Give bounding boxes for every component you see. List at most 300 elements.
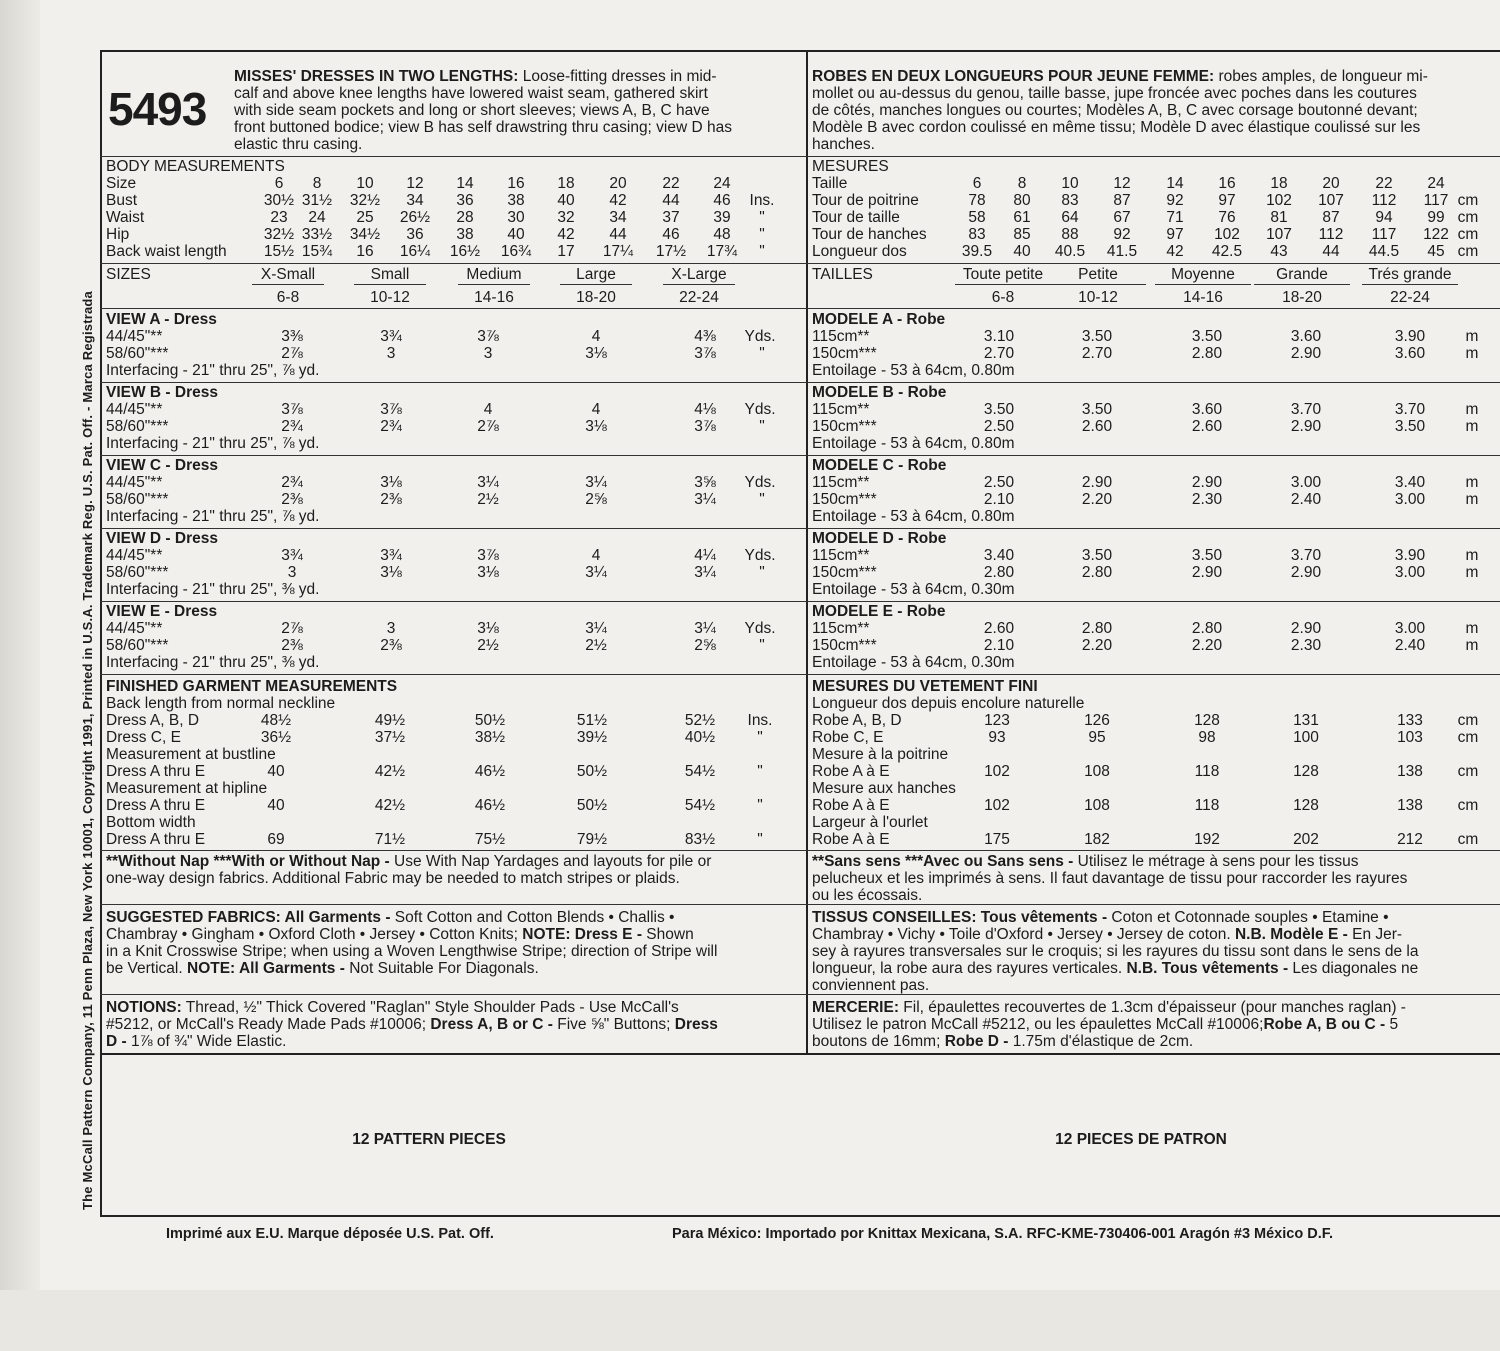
en-body-value: 16 xyxy=(507,175,525,192)
divider xyxy=(100,994,1500,995)
fr-yardage: 3.50 xyxy=(1191,328,1223,345)
en-yardage: 3 xyxy=(483,345,493,362)
envelope-bottom-edge xyxy=(0,1290,1500,1351)
en-body-value: 17¾ xyxy=(706,243,738,260)
en-body-value: 15¾ xyxy=(301,243,333,260)
en-yardage: 2⅜ xyxy=(380,491,402,508)
fr-body-value: 20 xyxy=(1322,175,1340,192)
fr-body-value: 112 xyxy=(1318,226,1344,243)
language-divider xyxy=(806,50,808,1053)
fr-body-label: Taille xyxy=(812,175,848,192)
en-finished-value: 50½ xyxy=(576,797,608,814)
size-underline xyxy=(955,284,1051,285)
en-body-value: 46 xyxy=(662,226,680,243)
en-yardage: 2⅞ xyxy=(281,345,303,362)
en-fabrics-line xyxy=(106,960,539,977)
en-nap-line-part: Use With Nap Yardages and layouts for pile or xyxy=(389,853,712,870)
en-body-value: 12 xyxy=(406,175,424,192)
en-size-name: X-Small xyxy=(260,266,316,283)
fr-finished-value: 138 xyxy=(1397,763,1423,780)
fr-finished-value: 212 xyxy=(1397,831,1423,848)
fr-yardage: 3.00 xyxy=(1394,620,1426,637)
fr-finished-value: 192 xyxy=(1194,831,1220,848)
en-body-value: 16¾ xyxy=(500,243,532,260)
fr-notions-line-part: boutons de 16mm; xyxy=(812,1033,945,1050)
fr-interfacing: Entoilage - 53 à 64cm, 0.30m xyxy=(812,581,1015,598)
fr-notions-line-part: Utilisez le patron McCall #5212, ou les épaulettes McCall #10006; xyxy=(812,1016,1264,1033)
en-body-value: 34½ xyxy=(349,226,381,243)
en-unit: Yds. xyxy=(744,474,776,491)
fr-finished-value: 126 xyxy=(1084,712,1110,729)
en-finished-value: 40 xyxy=(267,797,285,814)
divider xyxy=(100,1053,1500,1055)
fr-interfacing: Entoilage - 53 à 64cm, 0.80m xyxy=(812,435,1015,452)
en-desc-line: front buttoned bodice; view B has self drawstring thru casing; view D has xyxy=(234,119,732,136)
en-body-value: 16 xyxy=(356,243,374,260)
divider xyxy=(100,601,1500,602)
en-yardage: 2⅜ xyxy=(380,637,402,654)
fr-yardage: 3.00 xyxy=(1394,491,1426,508)
fr-finished-value: 98 xyxy=(1198,729,1216,746)
en-body-value: 37 xyxy=(662,209,680,226)
fr-body-value: 112 xyxy=(1371,192,1397,209)
en-yardage: 3⅛ xyxy=(585,345,607,362)
en-size-range: 6-8 xyxy=(276,289,300,306)
en-unit: Yds. xyxy=(744,401,776,418)
divider xyxy=(100,263,1500,264)
en-unit: Yds. xyxy=(744,547,776,564)
en-unit: Ins. xyxy=(747,712,773,729)
fr-yardage: 2.90 xyxy=(1290,418,1322,435)
en-interfacing: Interfacing - 21" thru 25", ⅜ yd. xyxy=(106,581,320,598)
fr-interfacing: Entoilage - 53 à 64cm, 0.80m xyxy=(812,362,1015,379)
fr-finished-value: 128 xyxy=(1293,763,1319,780)
fr-yardage: 3.00 xyxy=(1290,474,1322,491)
fr-size-name: Grande xyxy=(1276,266,1328,283)
en-body-value: 28 xyxy=(456,209,474,226)
fr-body-value: 87 xyxy=(1113,192,1131,209)
fr-finished-value: 108 xyxy=(1084,797,1110,814)
fr-notions-line-part: MERCERIE: xyxy=(812,999,899,1016)
fr-fabrics-line xyxy=(812,960,1418,977)
fr-finished-heading: MESURES DU VETEMENT FINI xyxy=(812,678,1038,695)
en-yardage: 3⅝ xyxy=(694,474,716,491)
en-interfacing: Interfacing - 21" thru 25", ⅜ yd. xyxy=(106,654,320,671)
fr-body-value: 14 xyxy=(1166,175,1184,192)
en-yardage: 3⅛ xyxy=(380,474,402,491)
fr-body-value: 83 xyxy=(968,226,986,243)
en-unit: " xyxy=(759,418,765,435)
en-yardage: 2¾ xyxy=(281,474,303,491)
fr-size-name: Petite xyxy=(1078,266,1118,283)
divider xyxy=(100,455,1500,456)
fr-body-label: Longueur dos xyxy=(812,243,907,260)
fr-yardage: 3.70 xyxy=(1290,547,1322,564)
fr-body-label: Tour de poitrine xyxy=(812,192,919,209)
en-body-value: 46 xyxy=(713,192,731,209)
en-body-value: 42 xyxy=(609,192,627,209)
fr-size-range: 18-20 xyxy=(1282,289,1322,306)
fr-finished-value: 123 xyxy=(984,712,1010,729)
fr-body-value: 88 xyxy=(1061,226,1079,243)
fr-yardage: 2.60 xyxy=(983,620,1015,637)
en-pattern-pieces: 12 PATTERN PIECES xyxy=(352,1131,506,1148)
en-view-width: 58/60"*** xyxy=(106,345,169,362)
fr-body-value: 12 xyxy=(1113,175,1131,192)
fr-finished-value: 131 xyxy=(1293,712,1319,729)
en-yardage: 2⅞ xyxy=(477,418,499,435)
en-finished-label: Measurement at bustline xyxy=(106,746,276,763)
en-interfacing: Interfacing - 21" thru 25", ⅞ yd. xyxy=(106,508,320,525)
fr-notions-line-part: Fil, épaulettes recouvertes de 1.3cm d'épaisseur (pour manches raglan) - xyxy=(898,999,1406,1016)
en-body-value: 17½ xyxy=(655,243,687,260)
en-body-label: Size xyxy=(106,175,137,192)
fr-finished-value: 93 xyxy=(988,729,1006,746)
en-yardage: 3¾ xyxy=(380,547,402,564)
fr-yardage: 2.20 xyxy=(1081,491,1113,508)
en-finished-value: 79½ xyxy=(576,831,608,848)
en-body-heading: BODY MEASUREMENTS xyxy=(106,158,285,175)
fr-view-title: MODELE B - Robe xyxy=(812,384,947,401)
en-body-value: 6 xyxy=(274,175,284,192)
en-view-title: VIEW E - Dress xyxy=(106,603,218,620)
en-size-name: Medium xyxy=(466,266,522,283)
en-body-value: 34 xyxy=(609,209,627,226)
en-body-value: 32 xyxy=(557,209,575,226)
fr-yardage: 3.60 xyxy=(1394,345,1426,362)
en-yardage: 3⅞ xyxy=(694,418,716,435)
en-view-width: 44/45"** xyxy=(106,401,163,418)
fr-finished-value: 202 xyxy=(1293,831,1319,848)
fr-unit: m xyxy=(1465,491,1479,508)
size-underline xyxy=(252,284,324,285)
fr-unit: cm xyxy=(1457,797,1479,814)
en-nap-line-part: **Without Nap ***With or Without Nap - xyxy=(106,853,390,870)
en-body-value: 40 xyxy=(557,192,575,209)
fr-body-value: 40 xyxy=(1013,243,1031,260)
fr-finished-value: 128 xyxy=(1293,797,1319,814)
fr-body-value: 80 xyxy=(1013,192,1031,209)
fr-yardage: 3.70 xyxy=(1394,401,1426,418)
en-yardage: 2⅝ xyxy=(694,637,716,654)
fr-finished-label: Largeur à l'ourlet xyxy=(812,814,928,831)
fr-view-width: 115cm** xyxy=(812,547,870,564)
fr-finished-value: 95 xyxy=(1088,729,1106,746)
en-body-value: 20 xyxy=(609,175,627,192)
fr-pattern-pieces: 12 PIECES DE PATRON xyxy=(1055,1131,1227,1148)
fr-finished-label: Longueur dos depuis encolure naturelle xyxy=(812,695,1085,712)
en-yardage: 2½ xyxy=(477,637,499,654)
fr-view-width: 115cm** xyxy=(812,620,870,637)
fr-yardage: 3.50 xyxy=(1081,547,1113,564)
fr-size-name: Toute petite xyxy=(962,266,1044,283)
fr-body-value: 39.5 xyxy=(961,243,993,260)
en-yardage: 2½ xyxy=(477,491,499,508)
fr-view-width: 115cm** xyxy=(812,328,870,345)
en-body-value: 39 xyxy=(713,209,731,226)
en-body-value: 16½ xyxy=(449,243,481,260)
fr-body-value: 42.5 xyxy=(1211,243,1243,260)
en-yardage: 2½ xyxy=(585,637,607,654)
en-unit: " xyxy=(757,763,763,780)
en-fabrics-line-part: Chambray • Gingham • Oxford Cloth • Jersey • Cotton Knits; xyxy=(106,926,523,943)
en-body-value: 30 xyxy=(507,209,525,226)
en-yardage: 3⅜ xyxy=(281,328,303,345)
en-body-value: 10 xyxy=(356,175,374,192)
fr-fabrics-line: conviennent pas. xyxy=(812,977,930,994)
fr-size-name: Trés grande xyxy=(1368,266,1452,283)
en-body-value: 31½ xyxy=(301,192,333,209)
fr-yardage: 3.90 xyxy=(1394,328,1426,345)
en-view-width: 58/60"*** xyxy=(106,564,169,581)
en-view-width: 44/45"** xyxy=(106,328,163,345)
en-unit: " xyxy=(757,831,763,848)
fr-body-value: 92 xyxy=(1166,192,1184,209)
fr-view-width: 115cm** xyxy=(812,474,870,491)
en-body-value: 15½ xyxy=(263,243,295,260)
fr-size-range: 22-24 xyxy=(1390,289,1430,306)
en-body-value: 23 xyxy=(270,209,288,226)
en-finished-value: 50½ xyxy=(576,763,608,780)
fr-view-width: 150cm*** xyxy=(812,564,877,581)
en-body-label: Waist xyxy=(106,209,145,226)
fr-yardage: 2.90 xyxy=(1290,345,1322,362)
fr-yardage: 2.80 xyxy=(1191,620,1223,637)
fr-desc-line: de côtés, manches longues ou courtes; Modèles A, B, C avec corsage boutonné devant; xyxy=(812,102,1418,119)
fr-yardage: 3.50 xyxy=(983,401,1015,418)
en-desc-line: Loose-fitting dresses in mid- xyxy=(522,68,717,85)
en-yardage: 3⅛ xyxy=(477,564,499,581)
en-unit: " xyxy=(759,345,765,362)
fr-view-width: 150cm*** xyxy=(812,491,877,508)
en-interfacing: Interfacing - 21" thru 25", ⅞ yd. xyxy=(106,435,320,452)
en-yardage: 3⅛ xyxy=(477,620,499,637)
en-view-width: 58/60"*** xyxy=(106,418,169,435)
envelope-fold-shadow xyxy=(0,0,40,1351)
en-fabrics-line-part: Soft Cotton and Cotton Blends • Challis • xyxy=(390,909,675,926)
en-finished-value: 38½ xyxy=(474,729,506,746)
en-fabrics-line-part: be Vertical. xyxy=(106,960,187,977)
fr-yardage: 3.00 xyxy=(1394,564,1426,581)
fr-yardage: 2.50 xyxy=(983,474,1015,491)
fr-yardage: 2.70 xyxy=(983,345,1015,362)
en-body-value: 32½ xyxy=(349,192,381,209)
fr-yardage: 2.90 xyxy=(1081,474,1113,491)
fr-body-unit: cm xyxy=(1457,192,1479,209)
fr-desc-line: hanches. xyxy=(812,136,875,153)
en-body-unit: " xyxy=(759,226,765,243)
en-nap-line xyxy=(106,853,711,870)
en-yardage: 4¼ xyxy=(694,547,716,564)
fr-unit: m xyxy=(1465,328,1479,345)
fr-desc-line: Modèle B avec cordon coulissé en même tissu; Modèle D avec élastique coulissé sur les xyxy=(812,119,1421,136)
en-yardage: 3 xyxy=(386,620,396,637)
en-fabrics-line-part: Shown xyxy=(642,926,694,943)
en-body-value: 8 xyxy=(312,175,322,192)
fr-fabrics-line-part: longueur, la robe aura des rayures verticales. xyxy=(812,960,1127,977)
fr-body-value: 10 xyxy=(1061,175,1079,192)
fr-unit: cm xyxy=(1457,763,1479,780)
en-view-width: 44/45"** xyxy=(106,474,163,491)
en-body-value: 34 xyxy=(406,192,424,209)
fr-yardage: 3.50 xyxy=(1081,401,1113,418)
divider xyxy=(100,674,1500,675)
en-body-value: 18 xyxy=(557,175,575,192)
fr-view-width: 150cm*** xyxy=(812,345,877,362)
footer-right: Para México: Importado por Knittax Mexicana, S.A. RFC-KME-730406-001 Aragón #3 México D.F. xyxy=(672,1226,1334,1242)
en-finished-value: 50½ xyxy=(474,712,506,729)
en-finished-value: 54½ xyxy=(684,797,716,814)
fr-yardage: 2.90 xyxy=(1191,564,1223,581)
fr-body-value: 22 xyxy=(1375,175,1393,192)
en-yardage: 2¾ xyxy=(380,418,402,435)
en-body-value: 48 xyxy=(713,226,731,243)
fr-finished-value: 175 xyxy=(984,831,1010,848)
fr-finished-label: Robe C, E xyxy=(812,729,884,746)
en-finished-value: 40 xyxy=(267,763,285,780)
fr-fabrics-line-part: TISSUS CONSEILLES: Tous vêtements - xyxy=(812,909,1108,926)
en-notions-line-part: #5212, or McCall's Ready Made Pads #10006; xyxy=(106,1016,431,1033)
en-yardage: 3 xyxy=(386,345,396,362)
fr-yardage: 2.90 xyxy=(1191,474,1223,491)
en-yardage: 4 xyxy=(591,401,601,418)
fr-body-value: 44 xyxy=(1322,243,1340,260)
fr-unit: m xyxy=(1465,620,1479,637)
fr-yardage: 3.90 xyxy=(1394,547,1426,564)
fr-body-value: 87 xyxy=(1322,209,1340,226)
en-unit: " xyxy=(757,797,763,814)
fr-yardage: 2.10 xyxy=(983,491,1015,508)
en-body-value: 33½ xyxy=(301,226,333,243)
fr-yardage: 3.40 xyxy=(1394,474,1426,491)
fr-notions-line-part: Robe D - xyxy=(944,1033,1009,1050)
en-unit: " xyxy=(759,637,765,654)
en-body-value: 17 xyxy=(557,243,575,260)
en-yardage: 4⅛ xyxy=(694,401,716,418)
en-yardage: 3¾ xyxy=(281,547,303,564)
en-nap-line: one-way design fabrics. Additional Fabric may be needed to match stripes or plaids. xyxy=(106,870,680,887)
fr-body-value: 78 xyxy=(968,192,986,209)
fr-unit: m xyxy=(1465,547,1479,564)
size-underline xyxy=(1050,284,1146,285)
size-underline xyxy=(663,284,735,285)
en-body-value: 40 xyxy=(507,226,525,243)
fr-finished-label: Robe A à E xyxy=(812,797,890,814)
en-body-value: 24 xyxy=(713,175,731,192)
fr-unit: cm xyxy=(1457,729,1479,746)
fr-body-value: 97 xyxy=(1218,192,1236,209)
fr-body-value: 42 xyxy=(1166,243,1184,260)
fr-body-value: 58 xyxy=(968,209,986,226)
en-interfacing: Interfacing - 21" thru 25", ⅞ yd. xyxy=(106,362,320,379)
en-body-value: 38 xyxy=(456,226,474,243)
fr-fabrics-line-part: Les diagonales ne xyxy=(1288,960,1419,977)
fr-yardage: 2.50 xyxy=(983,418,1015,435)
en-finished-value: 49½ xyxy=(374,712,406,729)
fr-unit: cm xyxy=(1457,712,1479,729)
fr-body-value: 107 xyxy=(1318,192,1344,209)
en-body-unit: Ins. xyxy=(749,192,775,209)
en-body-label: Back waist length xyxy=(106,243,227,260)
divider xyxy=(100,308,1500,309)
en-desc-line: calf and above knee lengths have lowered waist seam, gathered skirt xyxy=(234,85,708,102)
en-body-value: 24 xyxy=(308,209,326,226)
en-body-unit: " xyxy=(759,243,765,260)
fr-view-title: MODELE D - Robe xyxy=(812,530,947,547)
en-notions-line xyxy=(106,1033,286,1050)
en-body-label: Bust xyxy=(106,192,138,209)
fr-finished-value: 133 xyxy=(1397,712,1423,729)
en-notions-line xyxy=(106,999,679,1016)
en-fabrics-line xyxy=(106,926,694,943)
en-view-width: 44/45"** xyxy=(106,547,163,564)
fr-nap-line: pelucheux et les imprimés à sens. Il faut davantage de tissu pour raccorder les rayures xyxy=(812,870,1408,887)
size-underline xyxy=(560,284,632,285)
en-finished-heading: FINISHED GARMENT MEASUREMENTS xyxy=(106,678,398,695)
en-notions-line-part: D - xyxy=(106,1033,127,1050)
fr-body-value: 83 xyxy=(1061,192,1079,209)
fr-yardage: 2.80 xyxy=(983,564,1015,581)
fr-yardage: 2.80 xyxy=(1081,620,1113,637)
footer-left: Imprimé aux E.U. Marque déposée U.S. Pat. Off. xyxy=(166,1226,494,1242)
en-finished-value: 42½ xyxy=(374,797,406,814)
en-yardage: 2⅜ xyxy=(281,637,303,654)
fr-body-value: 102 xyxy=(1266,192,1292,209)
en-finished-value: 36½ xyxy=(260,729,292,746)
fr-yardage: 2.30 xyxy=(1290,637,1322,654)
en-yardage: 3¼ xyxy=(585,564,607,581)
en-body-value: 44 xyxy=(609,226,627,243)
fr-finished-value: 138 xyxy=(1397,797,1423,814)
fr-body-value: 16 xyxy=(1218,175,1236,192)
fr-size-range: 10-12 xyxy=(1078,289,1118,306)
fr-body-value: 67 xyxy=(1113,209,1131,226)
en-finished-value: 42½ xyxy=(374,763,406,780)
en-finished-label: Dress A, B, D xyxy=(106,712,200,729)
en-title-line xyxy=(234,68,717,85)
en-yardage: 3¼ xyxy=(694,491,716,508)
en-finished-label: Back length from normal neckline xyxy=(106,695,336,712)
en-notions-line xyxy=(106,1016,718,1033)
en-yardage: 2⅜ xyxy=(281,491,303,508)
fr-nap-line xyxy=(812,853,1358,870)
fr-fabrics-line xyxy=(812,909,1389,926)
en-yardage: 3⅛ xyxy=(585,418,607,435)
en-view-width: 44/45"** xyxy=(106,620,163,637)
en-body-value: 32½ xyxy=(263,226,295,243)
fr-body-value: 18 xyxy=(1270,175,1288,192)
fr-finished-value: 103 xyxy=(1397,729,1423,746)
en-size-range: 22-24 xyxy=(679,289,719,306)
en-finished-value: 83½ xyxy=(684,831,716,848)
fr-body-label: Tour de hanches xyxy=(812,226,927,243)
fr-notions-line xyxy=(812,1033,1193,1050)
fr-notions-line xyxy=(812,999,1406,1016)
en-body-value: 30½ xyxy=(263,192,295,209)
fr-yardage: 2.80 xyxy=(1191,345,1223,362)
fr-body-value: 76 xyxy=(1218,209,1236,226)
fr-yardage: 2.70 xyxy=(1081,345,1113,362)
fr-body-value: 41.5 xyxy=(1106,243,1138,260)
en-finished-value: 39½ xyxy=(576,729,608,746)
en-view-width: 58/60"*** xyxy=(106,491,169,508)
fr-body-value: 61 xyxy=(1013,209,1031,226)
fr-fabrics-line-part: Chambray • Vichy • Toile d'Oxford • Jersey • Jersey de coton. xyxy=(812,926,1235,943)
en-yardage: 4 xyxy=(483,401,493,418)
en-yardage: 4 xyxy=(591,547,601,564)
en-fabrics-line-part: NOTE: Dress E - xyxy=(522,926,642,943)
en-body-value: 17¼ xyxy=(602,243,634,260)
